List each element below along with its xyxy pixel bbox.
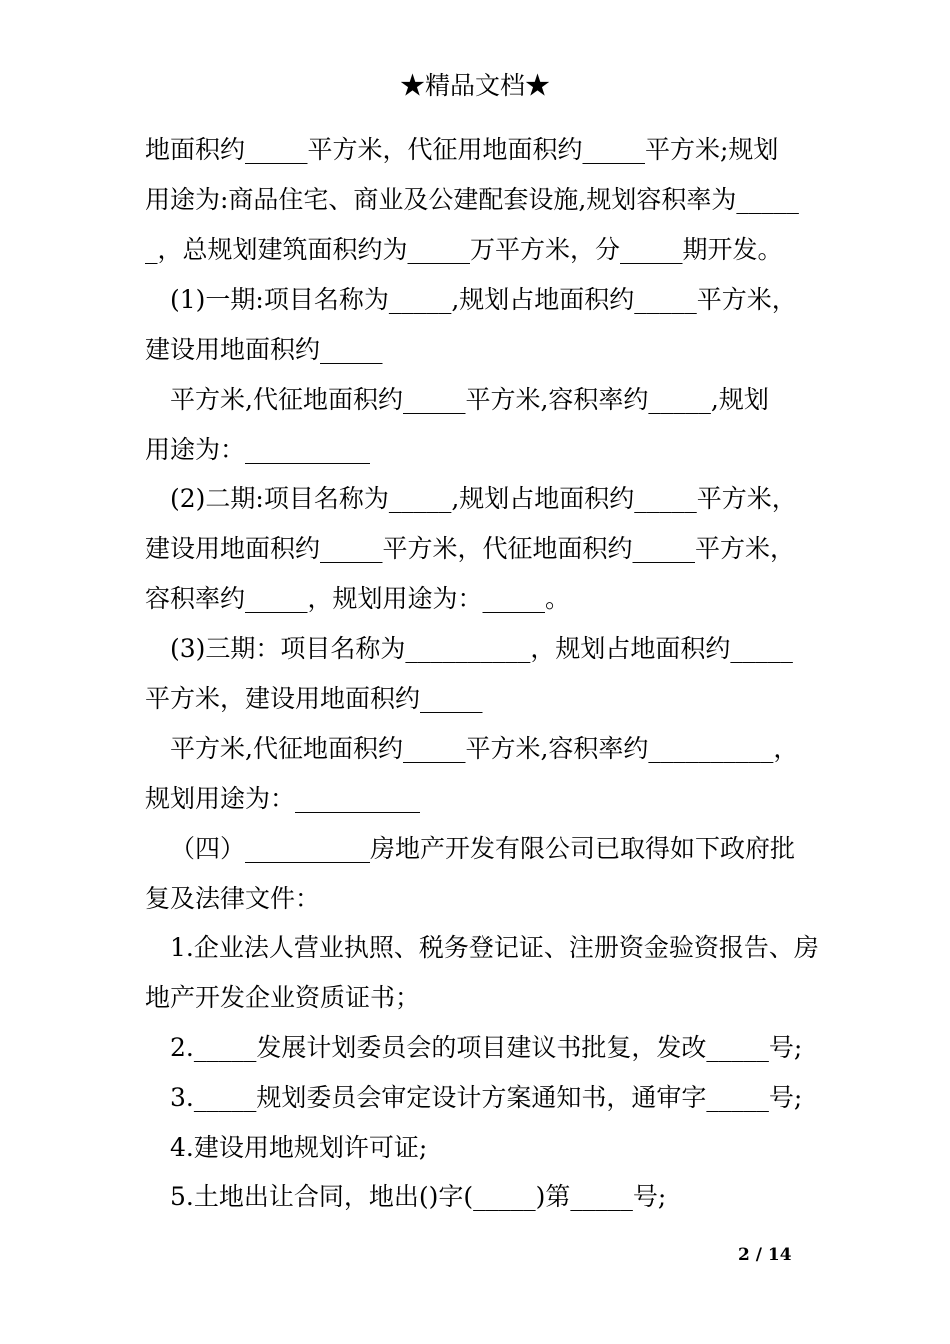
text-line: 地产开发企业资质证书； <box>145 983 421 1012</box>
text-line: 规划用途为：__________ <box>145 784 421 813</box>
text-line: 复及法律文件： <box>145 884 321 913</box>
page-header-title: ★精品文档★ <box>399 71 550 100</box>
text-line: 4.建设用地规划许可证; <box>170 1133 428 1162</box>
text-line: 平方米,代征地面积约_____平方米,容积率约__________， <box>170 734 799 763</box>
text-line: （四）__________房地产开发有限公司已取得如下政府批 <box>170 834 796 863</box>
text-line: (2)二期:项目名称为_____,规划占地面积约_____平方米， <box>170 484 797 513</box>
text-line: 用途为：__________ <box>145 435 371 464</box>
text-line: 2._____发展计划委员会的项目建议书批复，发改_____号; <box>170 1033 803 1062</box>
text-line: 5.土地出让合同，地出()字(_____)第_____号; <box>170 1182 667 1211</box>
text-line: 地面积约_____平方米，代征用地面积约_____平方米;规划 <box>145 135 779 164</box>
text-line: 建设用地面积约_____ <box>145 335 383 364</box>
page-number: 2 / 14 <box>738 1245 792 1265</box>
text-line: 3._____规划委员会审定设计方案通知书，通审字_____号; <box>170 1083 803 1112</box>
text-line: 平方米,代征地面积约_____平方米,容积率约_____,规划 <box>170 385 769 414</box>
text-line: 1.企业法人营业执照、税务登记证、注册资金验资报告、房 <box>170 933 819 962</box>
text-line: (3)三期：项目名称为__________，规划占地面积约_____ <box>170 634 793 663</box>
text-line: 平方米，建设用地面积约_____ <box>145 684 483 713</box>
text-line: _，总规划建筑面积约为_____万平方米，分_____期开发。 <box>145 235 783 264</box>
text-line: 建设用地面积约_____平方米，代征地面积约_____平方米， <box>145 534 796 563</box>
text-line: 容积率约_____，规划用途为：_____。 <box>145 584 571 613</box>
text-line: 用途为:商品住宅、商业及公建配套设施,规划容积率为_____ <box>145 185 799 214</box>
text-line: (1)一期:项目名称为_____,规划占地面积约_____平方米， <box>170 285 797 314</box>
